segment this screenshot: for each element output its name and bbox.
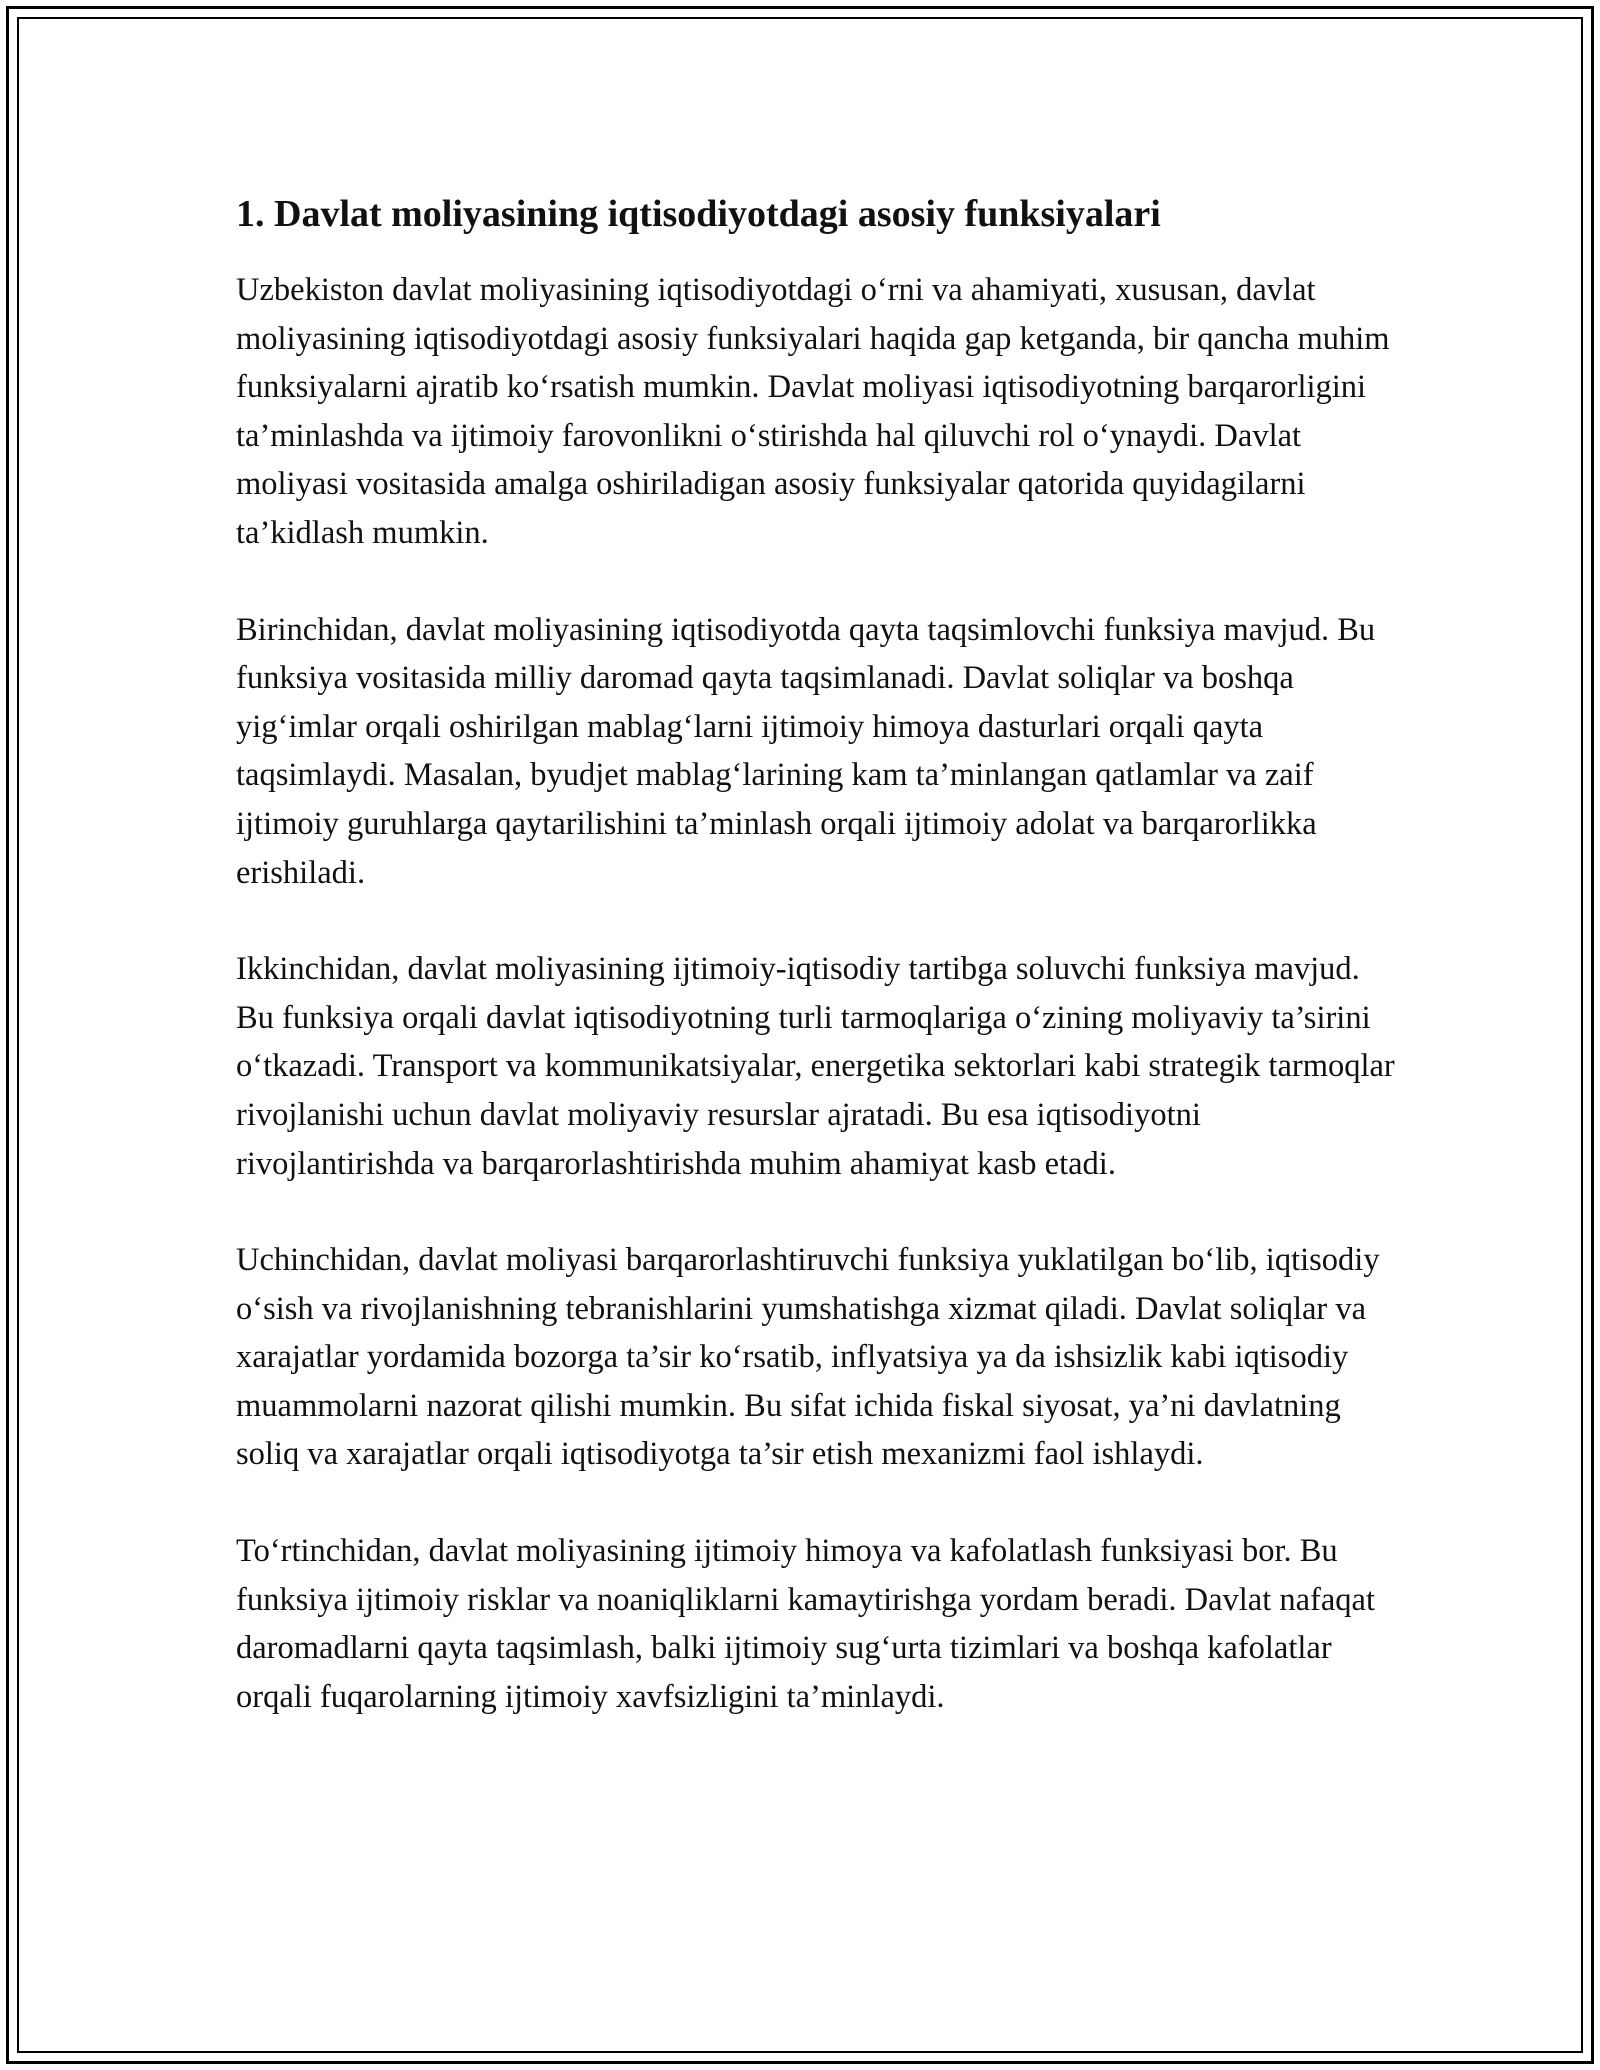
paragraph-intro: Uzbekiston davlat moliyasining iqtisodiyotdagi o‘rni va ahamiyati, xususan, davlat moliyasining iqtisodiyotdagi asosiy funksiyalari haqida gap ketganda, bir qancha muhim funksiyalarni ajratib ko‘rsatish mumkin. Davlat moliyasi iqtisodiyotning barqarorligini ta’minlashda va ijtimoiy farovonlikni o‘stirishda hal qiluvchi rol o‘ynaydi. Davlat moliyasi vositasida amalga oshiriladigan asosiy funksiyalar qatorida quyidagilarni ta’kidlash mumkin. (236, 272, 1390, 551)
section-heading: 1. Davlat moliyasining iqtisodiyotdagi asosiy funksiyalari (236, 193, 1161, 235)
document-body (236, 186, 1396, 1769)
paragraph-first-function: Birinchidan, davlat moliyasining iqtisodiyotda qayta taqsimlovchi funksiya mavjud. Bu funksiya vositasida milliy daromad qayta taqsimlanadi. Davlat soliqlar va boshqa yig‘imlar orqali oshirilgan mablag‘larni ijtimoiy himoya dasturlari orqali qayta taqsimlaydi. Masalan, byudjet mablag‘larining kam ta’minlangan qatlamlar va zaif ijtimoiy guruhlarga qaytarilishini ta’minlash orqali ijtimoiy adolat va barqarorlikka erishiladi. (236, 611, 1376, 891)
paragraph-fourth-function: To‘rtinchidan, davlat moliyasining ijtimoiy himoya va kafolatlash funksiyasi bor. Bu funksiya ijtimoiy risklar va noaniqliklarni kamaytirishga yordam beradi. Davlat nafaqat daromadlarni qayta taqsimlash, balki ijtimoiy sug‘urta tizimlari va boshqa kafolatlar orqali fuqarolarning ijtimoiy xavfsizligini ta’minlaydi. (236, 1533, 1375, 1715)
paragraph-second-function: Ikkinchidan, davlat moliyasining ijtimoiy-iqtisodiy tartibga soluvchi funksiya mavjud. Bu funksiya orqali davlat iqtisodiyotning turli tarmoqlariga o‘zining moliyaviy ta’sirini o‘tkazadi. Transport va kommunikatsiyalar, energetika sektorlari kabi strategik tarmoqlar rivojlanishi uchun davlat moliyaviy resurslar ajratadi. Bu esa iqtisodiyotni rivojlantirishda va barqarorlashtirishda muhim ahamiyat kasb etadi. (236, 951, 1395, 1182)
paragraph-third-function: Uchinchidan, davlat moliyasi barqarorlashtiruvchi funksiya yuklatilgan bo‘lib, iqtisodiy o‘sish va rivojlanishning tebranishlarini yumshatishga xizmat qiladi. Davlat soliqlar va xarajatlar yordamida bozorga ta’sir ko‘rsatib, inflyatsiya ya da ishsizlik kabi iqtisodiy muammolarni nazorat qilishi mumkin. Bu sifat ichida fiskal siyosat, ya’ni davlatning soliq va xarajatlar orqali iqtisodiyotga ta’sir etish mexanizmi faol ishlaydi. (236, 1242, 1380, 1473)
